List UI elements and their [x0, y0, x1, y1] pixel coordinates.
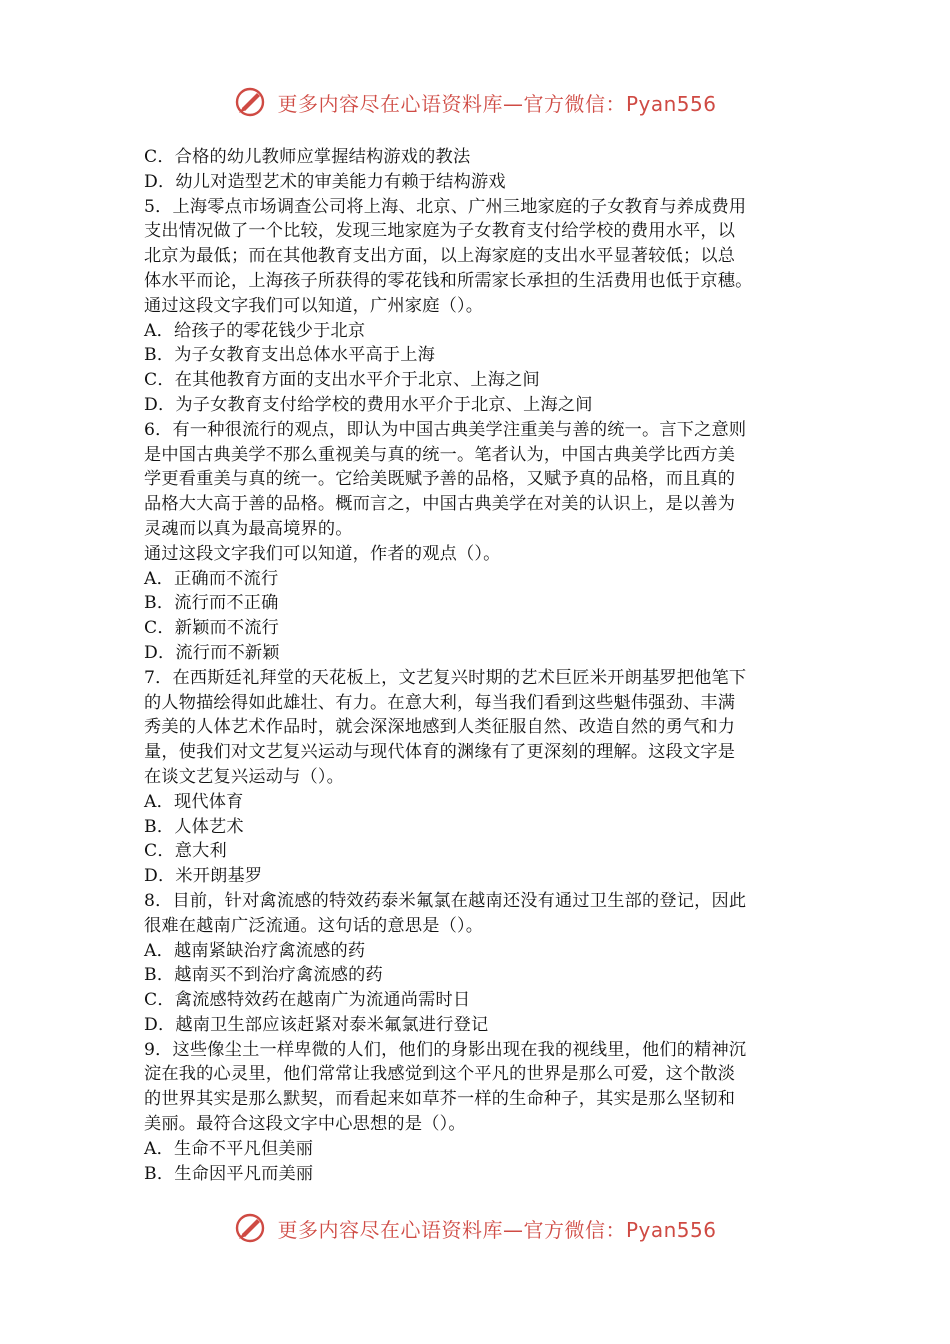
text-line: D．幼儿对造型艺术的审美能力有赖于结构游戏: [144, 171, 506, 192]
text-line: C．合格的幼儿教师应掌握结构游戏的教法: [144, 147, 471, 167]
text-line: A．给孩子的零花钱少于北京: [144, 320, 366, 341]
document-body: [144, 145, 824, 1186]
brush-logo-icon: [233, 1211, 267, 1245]
text-line: 品格大大高于善的品格。概而言之，中国古典美学在对美的认识上，是以善为: [144, 494, 736, 515]
text-line: 美丽。最符合这段文字中心思想的是（）。: [144, 1114, 466, 1135]
text-line: 学更看重美与真的统一。它给美既赋予善的品格，又赋予真的品格，而且真的: [144, 469, 736, 490]
text-line: 体水平而论，上海孩子所获得的零花钱和所需家长承担的生活费用也低于京穗。: [144, 270, 753, 291]
text-line: 6．有一种很流行的观点，即认为中国古典美学注重美与善的统一。言下之意则: [144, 419, 747, 440]
text-line: 5．上海零点市场调查公司将上海、北京、广州三地家庭的子女教育与养成费用: [144, 196, 747, 217]
text-line: B．生命因平凡而美丽: [144, 1163, 314, 1184]
text-line: 的人物描绘得如此雄壮、有力。在意大利，每当我们看到这些魁伟强劲、丰满: [144, 692, 736, 713]
text-line: D．流行而不新颖: [144, 642, 280, 663]
text-line: 8．目前，针对禽流感的特效药泰米氟氯在越南还没有通过卫生部的登记，因此: [144, 890, 747, 911]
text-line: B．流行而不正确: [144, 593, 279, 614]
text-line: 在谈文艺复兴运动与（）。: [144, 766, 345, 787]
text-line: 北京为最低；而在其他教育支出方面，以上海家庭的支出水平显著较低；以总: [144, 246, 736, 267]
text-line: B．为子女教育支出总体水平高于上海: [144, 345, 436, 366]
text-line: A．正确而不流行: [144, 568, 279, 589]
text-line: A．越南紧缺治疗禽流感的药: [144, 940, 366, 961]
text-line: C．新颖而不流行: [144, 618, 280, 639]
text-line: 秀美的人体艺术作品时，就会深深地感到人类征服自然、改造自然的勇气和力: [144, 717, 736, 738]
text-line: C．禽流感特效药在越南广为流通尚需时日: [144, 990, 471, 1011]
header-watermark: [0, 82, 950, 122]
watermark-text: 更多内容尽在心语资料库—官方微信：Pyan556: [277, 91, 717, 116]
brush-logo-icon: [233, 85, 267, 119]
text-line: 的世界其实是那么默契，而看起来如草芥一样的生命种子，其实是那么坚韧和: [144, 1089, 736, 1110]
text-line: 7．在西斯廷礼拜堂的天花板上，文艺复兴时期的艺术巨匠米开朗基罗把他笔下: [144, 667, 747, 688]
text-line: 是中国古典美学不那么重视美与真的统一。笔者认为，中国古典美学比西方美: [144, 444, 736, 465]
text-line: D．越南卫生部应该赶紧对泰米氟氯进行登记: [144, 1014, 489, 1035]
text-line: D．为子女教育支付给学校的费用水平介于北京、上海之间: [144, 394, 593, 415]
watermark-text: 更多内容尽在心语资料库—官方微信：Pyan556: [277, 1217, 717, 1242]
text-line: 量，使我们对文艺复兴运动与现代体育的渊缘有了更深刻的理解。这段文字是: [144, 742, 736, 763]
text-line: A．现代体育: [144, 791, 244, 812]
text-line: C．在其他教育方面的支出水平介于北京、上海之间: [144, 370, 540, 391]
text-line: 很难在越南广泛流通。这句话的意思是（）。: [144, 915, 484, 936]
text-line: C．意大利: [144, 841, 227, 862]
text-line: 淀在我的心灵里，他们常常让我感觉到这个平凡的世界是那么可爱，这个散淡: [144, 1064, 736, 1085]
text-line: B．越南买不到治疗禽流感的药: [144, 965, 383, 986]
text-line: 灵魂而以真为最高境界的。: [144, 518, 353, 539]
text-line: D．米开朗基罗: [144, 866, 263, 887]
text-line: 9．这些像尘土一样卑微的人们，他们的身影出现在我的视线里，他们的精神沉: [144, 1039, 747, 1060]
footer-watermark: [0, 1208, 950, 1248]
text-line: 通过这段文字我们可以知道，广州家庭（）。: [144, 295, 484, 316]
text-line: 支出情况做了一个比较，发现三地家庭为子女教育支付给学校的费用水平，以: [144, 221, 736, 242]
text-line: A．生命不平凡但美丽: [144, 1138, 314, 1159]
text-line: B．人体艺术: [144, 816, 244, 837]
text-line: 通过这段文字我们可以知道，作者的观点（）。: [144, 543, 501, 564]
